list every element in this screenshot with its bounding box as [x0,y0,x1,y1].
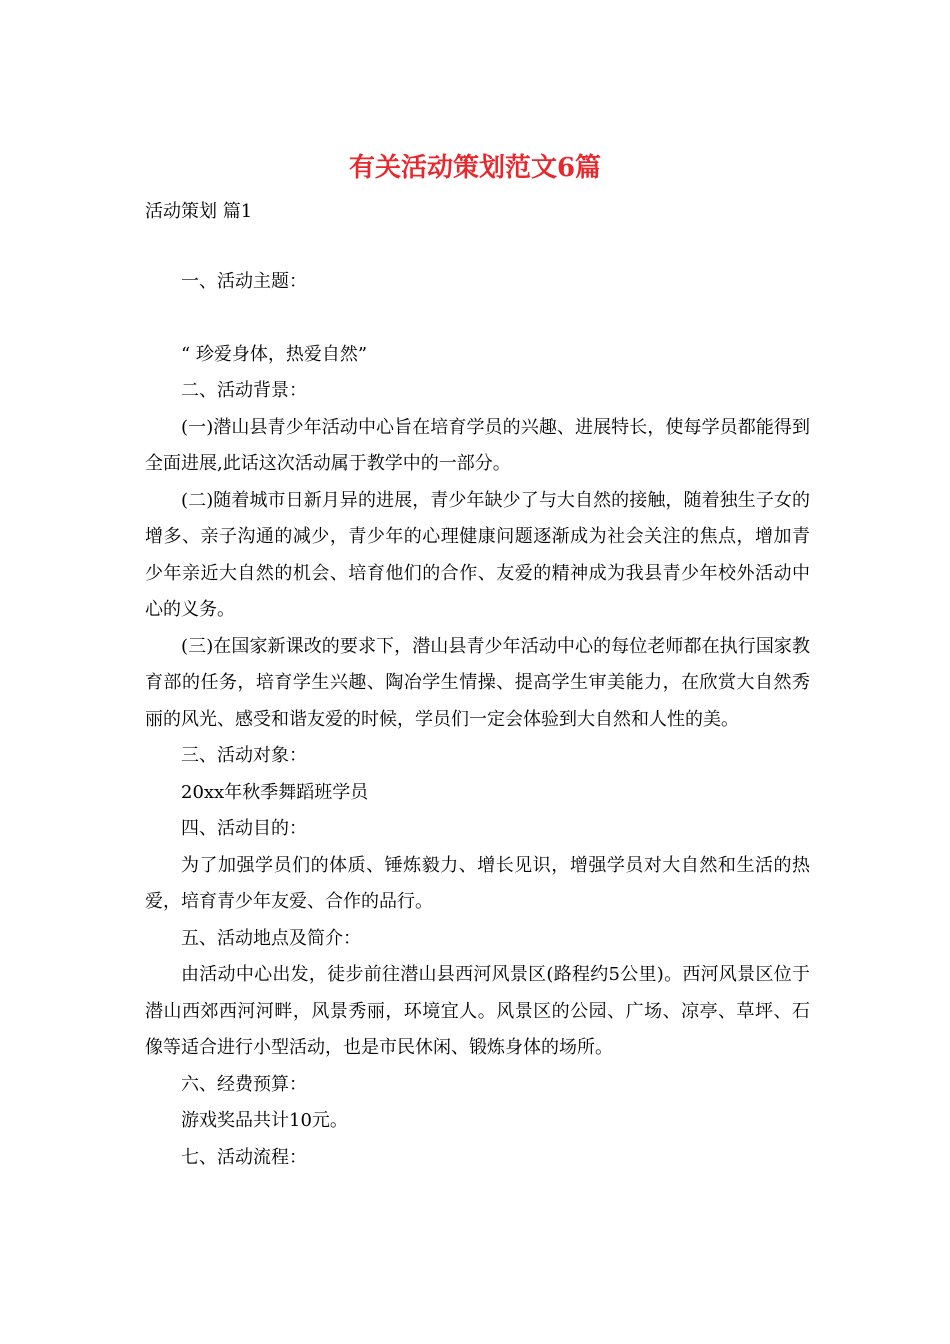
background-paragraph-3: (三)在国家新课改的要求下，潜山县青少年活动中心的每位老师都在执行国家教育部的任务，培育学生兴趣、陶冶学生情操、提高学生审美能力，在欣赏大自然秀丽的风光、感受和谐友爱的时候，学员们一定会体验到大自然和人性的美。 [145,635,810,730]
heading-location: 五、活动地点及简介： [181,927,361,949]
background-paragraph-2: (二)随着城市日新月异的进展，青少年缺少了与大自然的接触，随着独生子女的增多、亲子沟通的减少，青少年的心理健康问题逐渐成为社会关注的焦点，增加青少年亲近大自然的机会、培育他们的合作、友爱的精神成为我县青少年校外活动中心的义务。 [145,489,810,620]
budget-text: 游戏奖品共计10元。 [181,1110,348,1131]
theme-slogan: “ 珍爱身体，热爱自然” [181,343,368,365]
document-title: 有关活动策划范文6篇 [348,153,602,183]
background-paragraph-1: (一)潜山县青少年活动中心旨在培育学员的兴趣、进展特长，使每学员都能得到全面进展,此话这次活动属于教学中的一部分。 [145,416,810,474]
heading-process: 七、活动流程： [181,1146,307,1168]
heading-theme: 一、活动主题： [181,271,307,292]
heading-background: 二、活动背景： [181,380,307,401]
target-text: 20xx年秋季舞蹈班学员 [181,781,369,803]
heading-budget: 六、经费预算： [181,1073,307,1095]
heading-target: 三、活动对象： [181,745,307,766]
document-body [145,264,810,1176]
section-label: 活动策划 篇1 [145,201,253,222]
purpose-text: 为了加强学员们的体质、锤炼毅力、增长见识，增强学员对大自然和生活的热爱，培育青少年友爱、合作的品行。 [145,854,810,912]
heading-purpose: 四、活动目的： [181,818,307,839]
location-text: 由活动中心出发，徒步前往潜山县西河风景区(路程约5公里)。西河风景区位于潜山西郊西河河畔，风景秀丽，环境宜人。风景区的公园、广场、凉亭、草坪、石像等适合进行小型活动，也是市民休闲、锻炼身体的场所。 [145,964,810,1058]
